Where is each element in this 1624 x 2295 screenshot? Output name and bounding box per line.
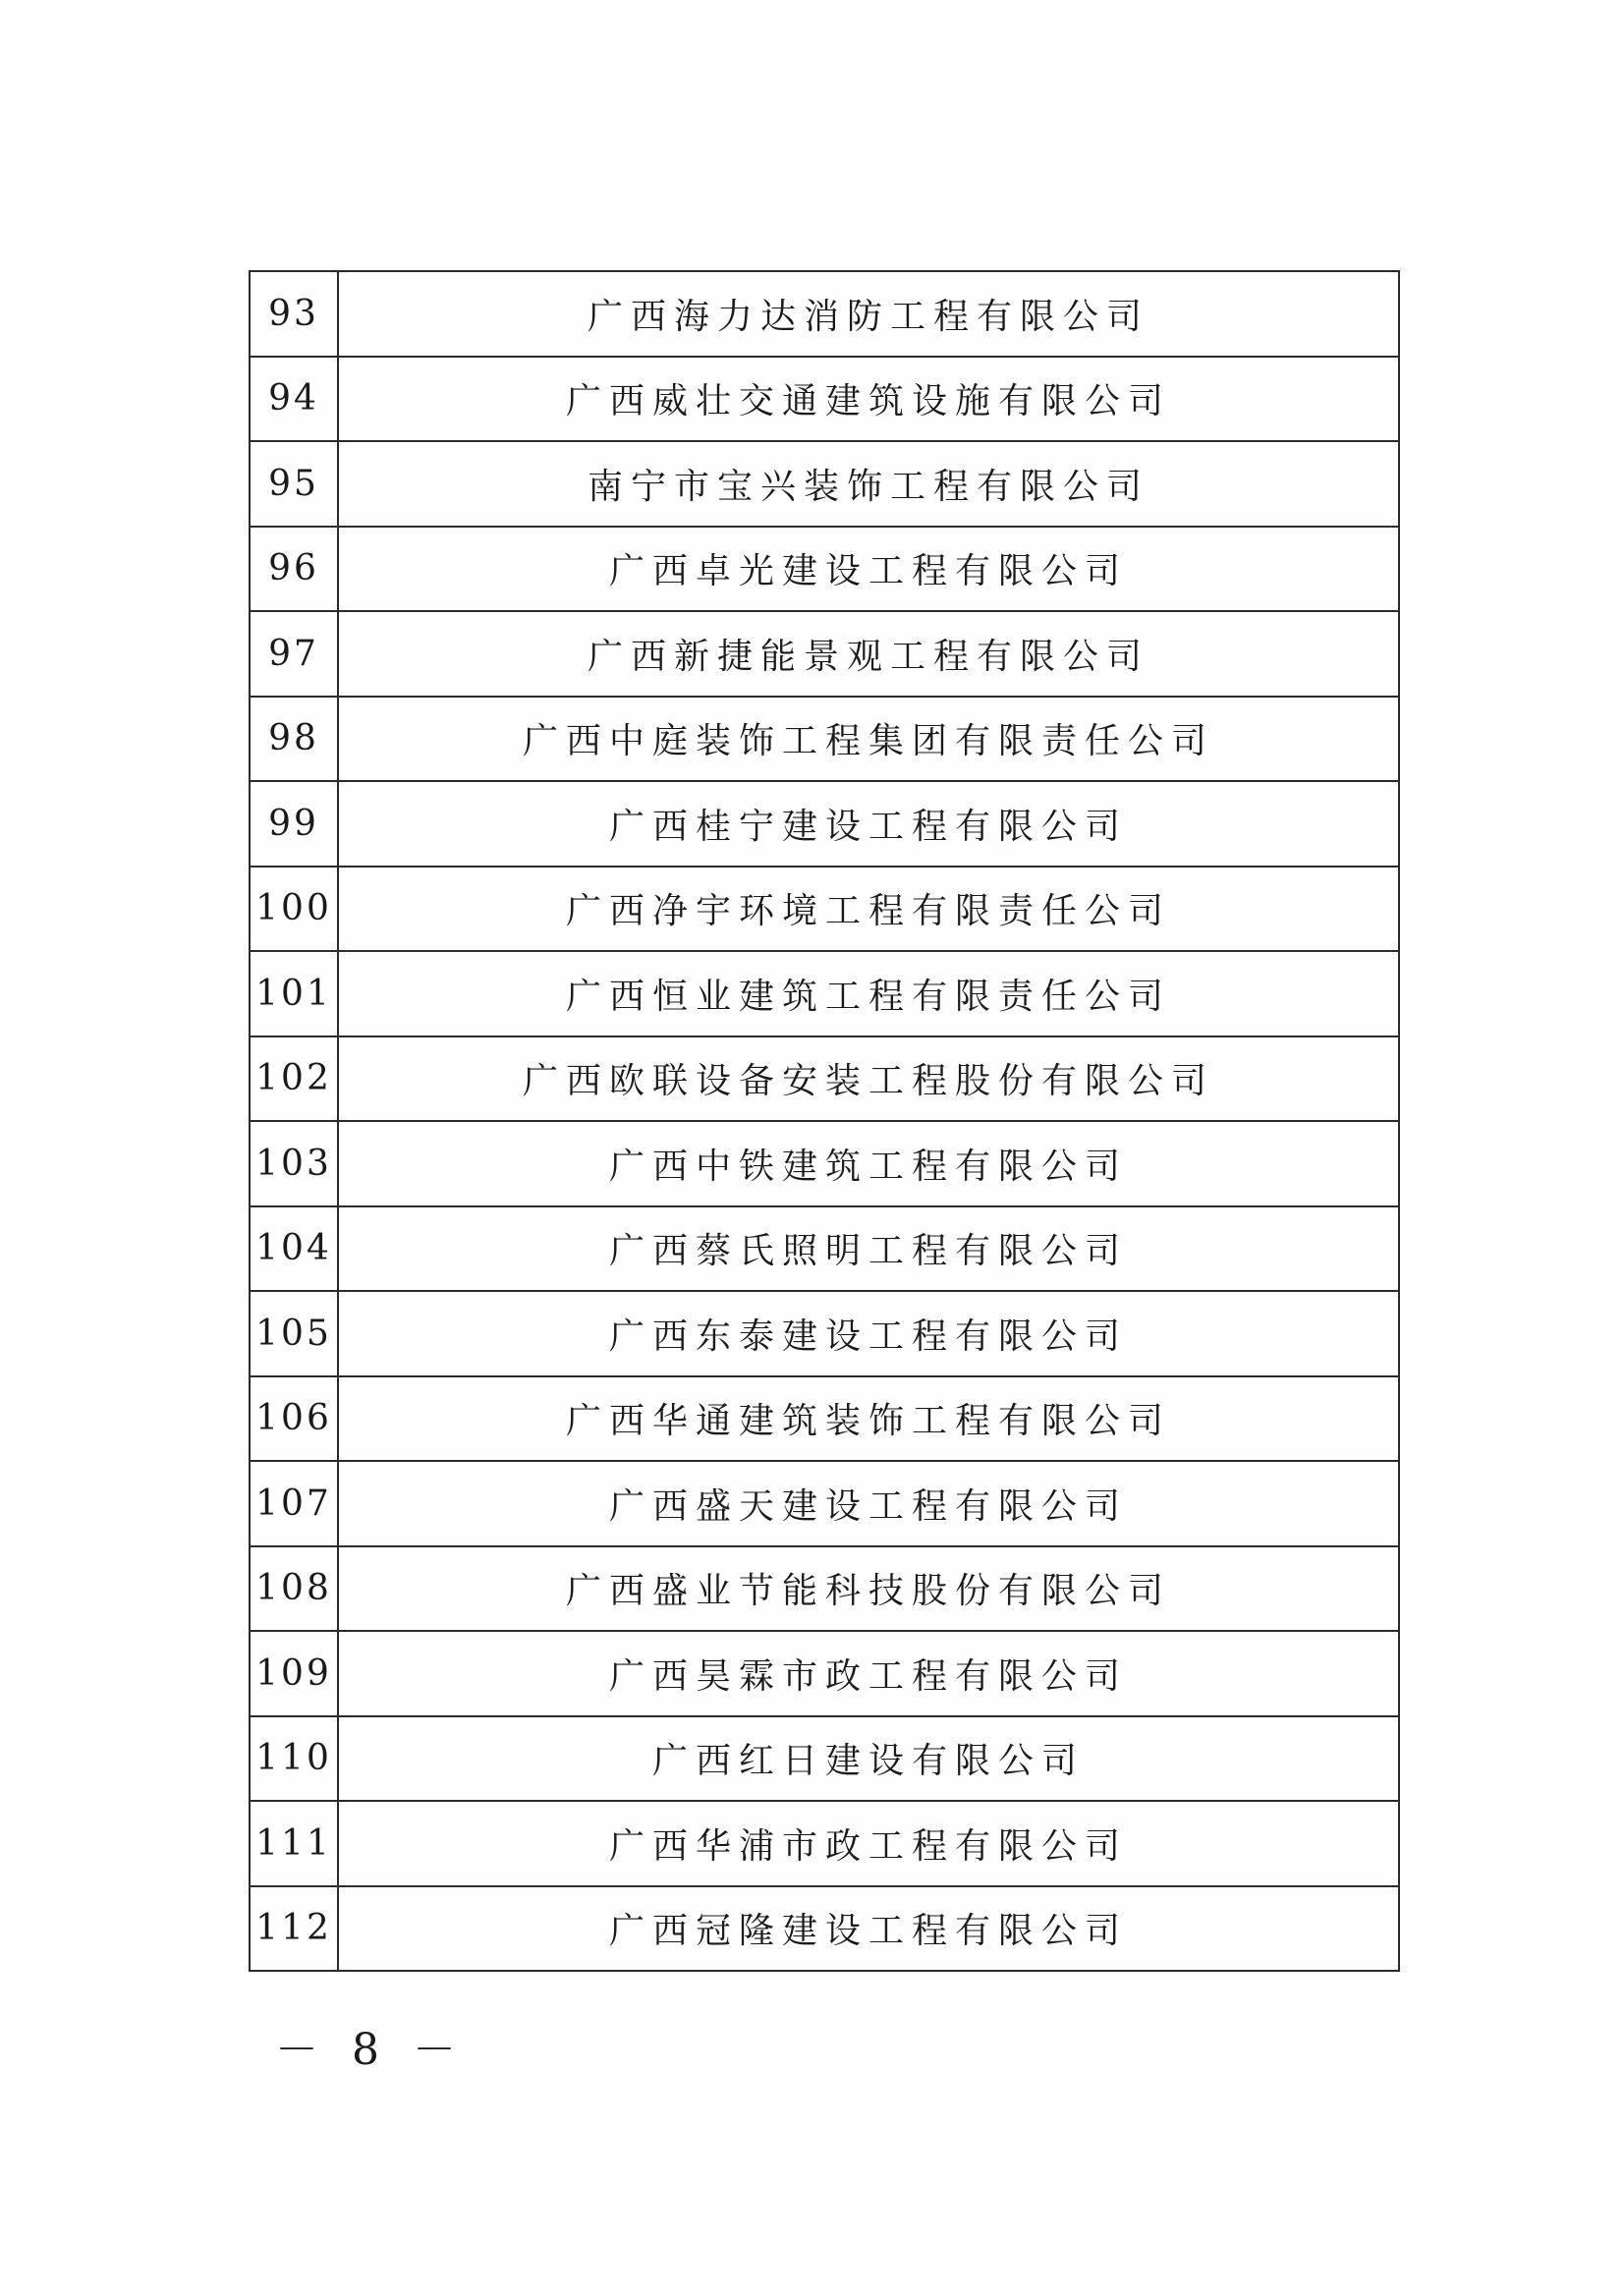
table-row bbox=[250, 1291, 1399, 1376]
table-row bbox=[250, 867, 1399, 952]
company-list-table bbox=[249, 270, 1400, 1972]
company-name: 广西新捷能景观工程有限公司 bbox=[338, 611, 1399, 697]
company-name: 广西蔡氏照明工程有限公司 bbox=[338, 1206, 1399, 1292]
table-row bbox=[250, 781, 1399, 867]
table-row bbox=[250, 1461, 1399, 1546]
page-number: － 8 － bbox=[275, 2025, 466, 2075]
row-number: 110 bbox=[250, 1716, 338, 1802]
table-row bbox=[250, 1716, 1399, 1802]
row-number: 109 bbox=[250, 1631, 338, 1716]
row-number: 98 bbox=[250, 697, 338, 782]
company-name: 广西威壮交通建筑设施有限公司 bbox=[338, 357, 1399, 442]
row-number: 93 bbox=[250, 271, 338, 357]
company-name: 广西中铁建筑工程有限公司 bbox=[338, 1121, 1399, 1206]
company-name: 广西冠隆建设工程有限公司 bbox=[338, 1886, 1399, 1972]
company-name: 广西东泰建设工程有限公司 bbox=[338, 1291, 1399, 1376]
table-row bbox=[250, 1886, 1399, 1972]
row-number: 102 bbox=[250, 1036, 338, 1122]
table-row bbox=[250, 357, 1399, 442]
row-number: 105 bbox=[250, 1291, 338, 1376]
table-row bbox=[250, 1121, 1399, 1206]
row-number: 94 bbox=[250, 357, 338, 442]
company-name: 广西盛天建设工程有限公司 bbox=[338, 1461, 1399, 1546]
company-name: 广西红日建设有限公司 bbox=[338, 1716, 1399, 1802]
company-name: 广西海力达消防工程有限公司 bbox=[338, 271, 1399, 357]
company-name: 广西盛业节能科技股份有限公司 bbox=[338, 1546, 1399, 1632]
table-row bbox=[250, 1376, 1399, 1462]
row-number: 112 bbox=[250, 1886, 338, 1972]
company-name: 广西欧联设备安装工程股份有限公司 bbox=[338, 1036, 1399, 1122]
table-row bbox=[250, 441, 1399, 527]
row-number: 104 bbox=[250, 1206, 338, 1292]
company-name: 广西桂宁建设工程有限公司 bbox=[338, 781, 1399, 867]
table-row bbox=[250, 1036, 1399, 1122]
table-row bbox=[250, 1801, 1399, 1886]
row-number: 96 bbox=[250, 527, 338, 612]
row-number: 106 bbox=[250, 1376, 338, 1462]
table-row bbox=[250, 611, 1399, 697]
table-row bbox=[250, 527, 1399, 612]
row-number: 101 bbox=[250, 951, 338, 1036]
company-name: 广西昊霖市政工程有限公司 bbox=[338, 1631, 1399, 1716]
table-row bbox=[250, 1206, 1399, 1292]
table-row bbox=[250, 951, 1399, 1036]
table-row bbox=[250, 697, 1399, 782]
row-number: 111 bbox=[250, 1801, 338, 1886]
company-name: 广西卓光建设工程有限公司 bbox=[338, 527, 1399, 612]
table-row bbox=[250, 271, 1399, 357]
table-row bbox=[250, 1546, 1399, 1632]
table-row bbox=[250, 1631, 1399, 1716]
row-number: 97 bbox=[250, 611, 338, 697]
row-number: 100 bbox=[250, 867, 338, 952]
row-number: 99 bbox=[250, 781, 338, 867]
company-name: 南宁市宝兴装饰工程有限公司 bbox=[338, 441, 1399, 527]
company-name: 广西恒业建筑工程有限责任公司 bbox=[338, 951, 1399, 1036]
company-name: 广西净宇环境工程有限责任公司 bbox=[338, 867, 1399, 952]
row-number: 103 bbox=[250, 1121, 338, 1206]
row-number: 108 bbox=[250, 1546, 338, 1632]
row-number: 107 bbox=[250, 1461, 338, 1546]
company-name: 广西中庭装饰工程集团有限责任公司 bbox=[338, 697, 1399, 782]
company-name: 广西华浦市政工程有限公司 bbox=[338, 1801, 1399, 1886]
row-number: 95 bbox=[250, 441, 338, 527]
company-list-body bbox=[250, 271, 1399, 1971]
company-name: 广西华通建筑装饰工程有限公司 bbox=[338, 1376, 1399, 1462]
